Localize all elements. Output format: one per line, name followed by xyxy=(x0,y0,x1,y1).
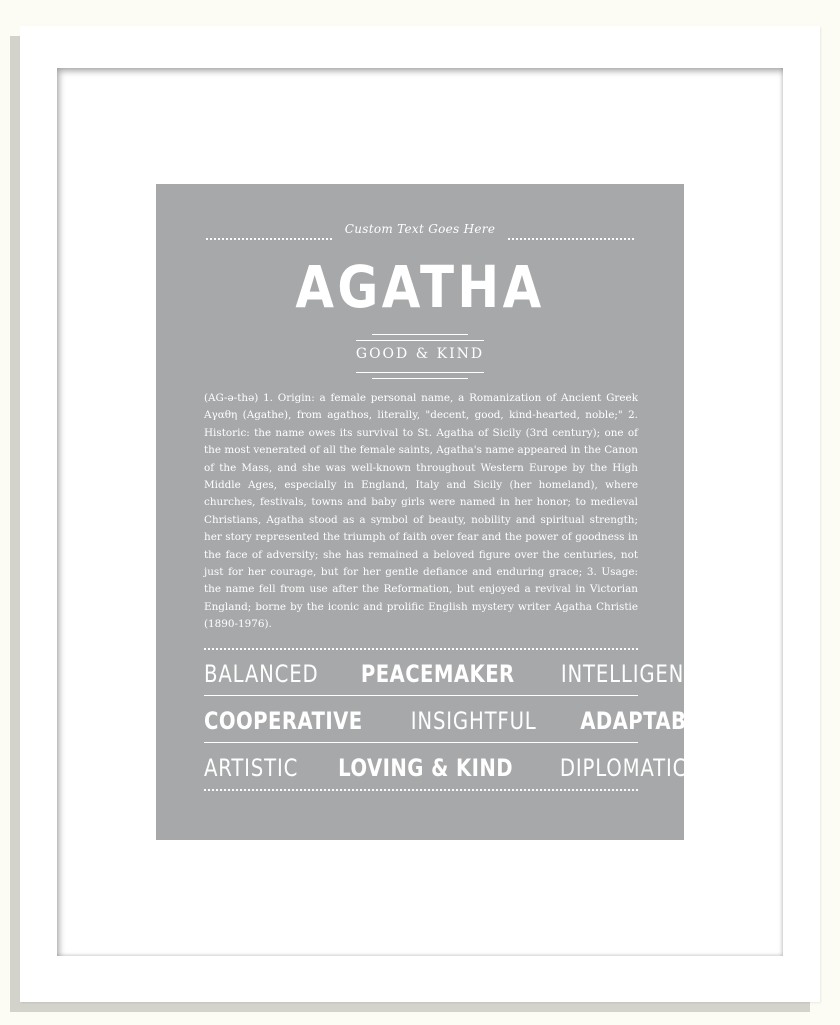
trait-word: BALANCED xyxy=(204,660,319,688)
name-print xyxy=(156,184,713,840)
trait-divider xyxy=(204,695,638,696)
trait-word: ADAPTABLE xyxy=(579,707,713,735)
trait-word: INSIGHTFUL xyxy=(411,707,537,735)
trait-row xyxy=(204,752,688,784)
name-meaning: GOOD & KIND xyxy=(355,346,485,362)
name-definition: (AG-ə-thə) 1. Origin: a female personal name, a Romanization of Ancient Greek Αγαθη (Agathe), from agathos, literally, "decent, good, kind-hearted, noble;" 2. Historic: the name owes its survival to St. Agatha of Sicily (3rd century); one of the most venerated of all the female saints, Agatha's name appeared in the Canon of the Mass, and she was well-known throughout Western Europe by the High Middle Ages, especially in England, Italy and Sicily (her homeland), where churches, festivals, towns and baby girls were named in her honor; to medieval Christians, Agatha stood as a symbol of beauty, nobility and spiritual strength; her story represented the triumph of faith over fear and the power of goodness in the face of adversity; she has remained a beloved figure over the centuries, not just for her courage, but for her gentle defiance and enduring grace; 3. Usage: the name fell from use after the Reformation, but enjoyed a revival in Victorian England; borne by the iconic and prolific English mystery writer Agatha Christie (1890-1976). xyxy=(204,392,638,631)
dotted-divider-top xyxy=(204,648,638,650)
tagline-row xyxy=(206,222,634,244)
custom-tagline: Custom Text Goes Here xyxy=(344,222,496,236)
trait-row xyxy=(204,705,713,737)
trait-word: PEACEMAKER xyxy=(360,660,515,688)
trait-word: ARTISTIC xyxy=(204,754,299,782)
trait-divider xyxy=(204,742,638,743)
rule-above-meaning xyxy=(372,334,468,335)
dotted-divider-bottom xyxy=(204,789,638,791)
dotted-divider-right xyxy=(508,238,634,240)
name-title: AGATHA xyxy=(295,253,545,321)
trait-word: COOPERATIVE xyxy=(204,707,363,735)
trait-word: DIPLOMATIC xyxy=(559,754,688,782)
trait-word: LOVING & KIND xyxy=(338,754,513,782)
rule-below-meaning-long xyxy=(356,372,484,373)
rule-above-meaning-long xyxy=(356,340,484,341)
rule-below-meaning xyxy=(372,378,468,379)
trait-row xyxy=(204,658,698,690)
trait-word: INTELLIGENT xyxy=(560,660,698,688)
dotted-divider-left xyxy=(206,238,332,240)
